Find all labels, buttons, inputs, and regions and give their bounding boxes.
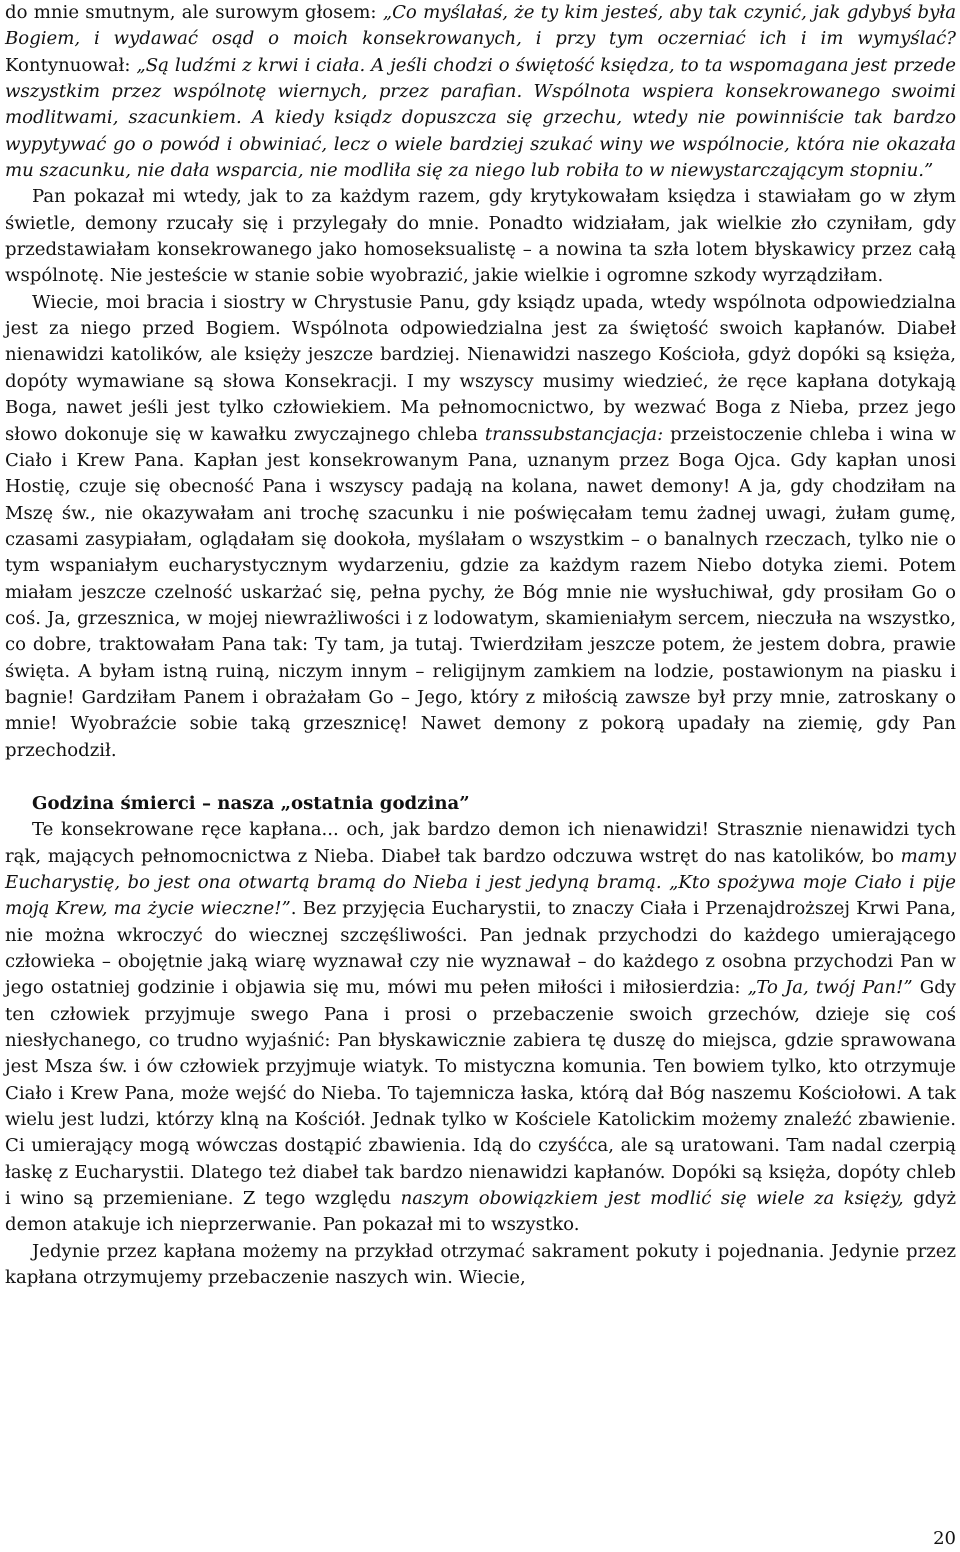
body-text-continued	[5, 817, 956, 1291]
italic-text: „Co myślałaś, że ty kim jesteś, aby tak czynić, jak gdybyś była Bogiem, i wydawać osąd o moich konsekrowanych, i przy tym oczerniać ich i im wymyślać?	[5, 2, 956, 50]
text-run: Gdy ten człowiek przyjmuje swego Pana i prosi o przebaczenie swoich grzechów, dzieje się coś niesłychanego, co trudno wyjaśnić: Pan błyskawicznie zabiera tę duszę do miejsca, gdzie sprawowana jest Msza św. i ów człowiek przyjmuje wiatyk. To mistyczna komunia. Ten bowiem tylko, kto otrzymuje Ciało i Krew Pana, może wejść do Nieba. To tajemnicza łaska, którą dał Bóg naszemu Kościołowi. A tak wielu jest ludzi, którzy klną na Kościół. Jednak tylko w Kościele Katolickim możemy znaleźć zbawienie. Ci umierający mogą wówczas dostąpić zbawienia. Idą do czyśćca, ale są uratowani. Tam nadal czerpią łaskę z Eucharystii. Dlatego też diabeł tak bardzo nienawidzi kapłanów. Dopóki są księża, dopóty chleb i wino są przemieniane. Z tego względu	[5, 977, 956, 1210]
italic-text: transsubstancjacja:	[484, 423, 664, 445]
italic-text: „To Ja, twój Pan!”	[747, 977, 913, 999]
body-text	[5, 0, 956, 764]
text-run: przeistoczenie chleba i wina w Ciało i Krew Pana. Kapłan jest konsekrowanym Pana, uznanym przez Boga Ojca. Gdy kapłan unosi Hostię, czuje się obecność Pana i wszyscy padają na kolana, nawet demony! A ja, gdy chodziłam na Mszę św., nie okazywałam ani trochę szacunku i nie poświęcałam temu żadnej uwagi, żułam gumę, czasami zasypiałam, oglądałam się dookoła, myślałam o wszystkim – o banalnych rzeczach, tylko nie o tym wspaniałym eucharystycznym wydarzeniu, gdzie za każdym razem Niebo dotyka ziemi. Potem miałam jeszcze czelność uskarżać się, pełna pychy, że Bóg mnie nie wysłuchiwał, gdy prosiłam Go o coś. Ja, grzesznica, w mojej niewrażliwości i z lodowatym, skamieniałym sercem, nieczuła na wszystko, co dobre, traktowałam Pana tak: Ty tam, ja tutaj. Twierdziłam jeszcze potem, że jestem dobra, prawie święta. A byłam istną ruiną, niczym innym – religijnym zamkiem na lodzie, postawionym na piasku i bagnie! Gardziłam Panem i obrażałam Go – Jego, który z miłością zawsze był przy mnie, zatroskany o mnie! Wyobraźcie sobie taką grzesznicę! Nawet demony z pokorą upadały na ziemię, gdy Pan przechodził.	[5, 423, 956, 761]
paragraph	[5, 290, 956, 764]
paragraph	[5, 0, 956, 184]
section-heading: Godzina śmierci – nasza „ostatnia godzina”	[32, 792, 470, 814]
text-run: Jedynie przez kapłana możemy na przykład otrzymać sakrament pokuty i pojednania. Jedynie przez kapłana otrzymujemy przebaczenie naszych win. Wiecie,	[5, 1240, 956, 1289]
paragraph	[5, 817, 956, 1239]
italic-text: „Są ludźmi z krwi i ciała. A jeśli chodzi o świętość księdza, to ta wspomagana jest przede wszystkim przez wspólnotę wiernych, przez parafian. Wspólnota wspiera konsekrowanego swoimi modlitwami, szacunkiem. A kiedy ksiądz dopuszcza się grzechu, wtedy nie powinniście tak bardzo wypytywać go o powód i obwiniać, lecz o wiele bardziej szukać winy we wspólnocie, która nie okazała mu szacunku, nie dała wsparcia, nie modliła się za niego lub robiła to w niewystarczającym stopniu.”	[5, 54, 956, 182]
paragraph	[5, 184, 956, 289]
text-run: gdyż demon atakuje ich nieprzerwanie. Pan pokazał mi to wszystko.	[5, 1188, 957, 1236]
section-gap	[5, 764, 956, 791]
paragraph	[5, 1239, 956, 1292]
text-run: Wiecie, moi bracia i siostry w Chrystusie Panu, gdy ksiądz upada, wtedy wspólnota odpowiedzialna jest za niego przed Bogiem. Wspólnota odpowiedzialna jest za świętość swoich kapłanów. Diabeł nienawidzi katolików, ale księży jeszcze bardziej. Nienawidzi naszego Kościoła, gdyż dopóki są księża, dopóty wymawiane są słowa Konsekracji. I my wszyscy musimy wiedzieć, że ręce kapłana dotykają Boga, nawet jeśli jest tylko człowiekiem. Ma pełnomocnictwo, by wezwać Boga z Nieba, przez jego słowo dokonuje się w kawałku zwyczajnego chleba	[5, 291, 956, 445]
italic-text: naszym obowiązkiem jest modlić się wiele za księży,	[400, 1188, 904, 1210]
text-run: Pan pokazał mi wtedy, jak to za każdym razem, gdy krytykowałam księdza i stawiałam go w złym świetle, demony rzucały się i przylegały do mnie. Ponadto widziałam, jak wielkie zło czyniłam, gdy przedstawiałam konsekrowanego jako homoseksualistę – a nowina ta szła lotem błyskawicy przez całą wspólnotę. Nie jesteście w stanie sobie wyobrazić, jakie wielkie i ogromne szkody wyrządziłam.	[5, 186, 956, 287]
text-run: . Bez przyjęcia Eucharystii, to znaczy Ciała i Przenajdroższej Krwi Pana, nie można wkroczyć do wiecznej szczęśliwości. Pan jednak przychodzi do każdego umierającego człowieka – obojętnie jaką wiarę wyznawał czy nie wyznawał – do każdego z osobna przychodzi Pan w jego ostatniej godzinie i objawia się mu, mówi mu pełen miłości i miłosierdzia:	[5, 898, 956, 999]
text-run: Te konsekrowane ręce kapłana... och, jak bardzo demon ich nienawidzi! Strasznie nienawidzi tych rąk, mających pełnomocnictwa z Nieba. Diabeł tak bardzo odczuwa wstręt do nas katolików, bo	[5, 819, 956, 867]
text-run: Kontynuował:	[5, 54, 137, 76]
page-number: 20	[933, 1528, 956, 1549]
italic-text: mamy Eucharystię, bo jest ona otwartą bramą do Nieba i jest jedyną bramą. „Kto spożywa moje Ciało i pije moją Krew, ma życie wieczne!”	[5, 845, 956, 920]
text-run: do mnie smutnym, ale surowym głosem:	[5, 2, 383, 23]
